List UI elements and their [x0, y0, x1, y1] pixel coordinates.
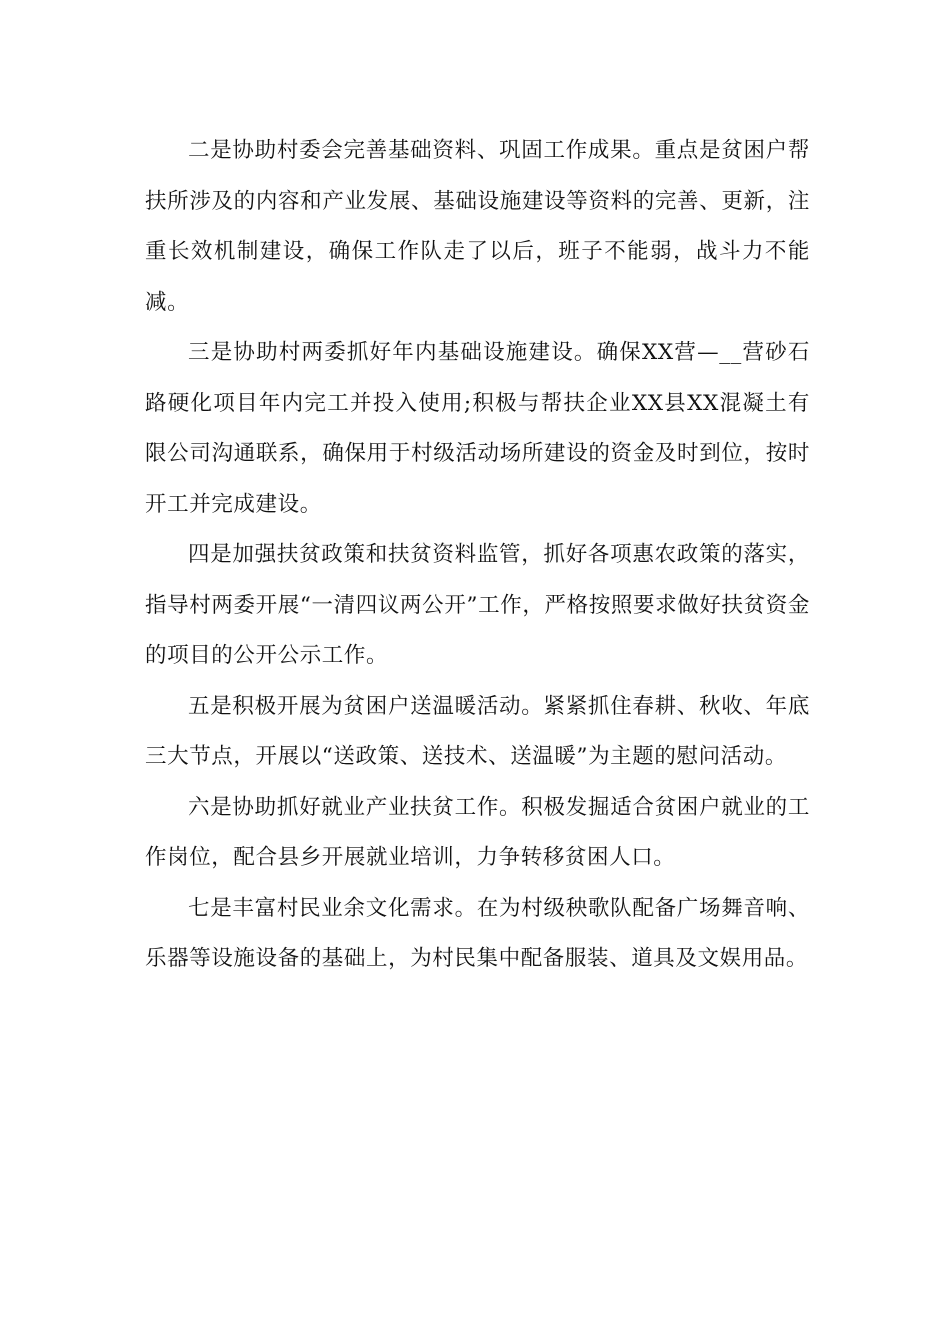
paragraph-6: 六是协助抓好就业产业扶贫工作。积极发掘适合贫困户就业的工作岗位，配合县乡开展就业培训，力争转移贫困人口。: [145, 794, 810, 870]
paragraph-3: 三是协助村两委抓好年内基础设施建设。确保XX营—__营砂石路硬化项目年内完工并投入使用;积极与帮扶企业XX县XX混凝土有限公司沟通联系，确保用于村级活动场所建设的资金及时到位，按时开工并完成建设。: [145, 340, 810, 517]
paragraph-4: 四是加强扶贫政策和扶贫资料监管，抓好各项惠农政策的落实，指导村两委开展“一清四议两公开”工作，严格按照要求做好扶贫资金的项目的公开公示工作。: [145, 542, 810, 668]
paragraph-2: 二是协助村委会完善基础资料、巩固工作成果。重点是贫困户帮扶所涉及的内容和产业发展、基础设施建设等资料的完善、更新，注重长效机制建设，确保工作队走了以后，班子不能弱，战斗力不能减。: [145, 138, 810, 315]
document-body: [145, 126, 810, 985]
paragraph-5: 五是积极开展为贫困户送温暖活动。紧紧抓住春耕、秋收、年底三大节点，开展以“送政策、送技术、送温暖”为主题的慰问活动。: [145, 693, 810, 769]
paragraph-7: 七是丰富村民业余文化需求。在为村级秧歌队配备广场舞音响、乐器等设施设备的基础上，为村民集中配备服装、道具及文娱用品。: [145, 895, 810, 971]
